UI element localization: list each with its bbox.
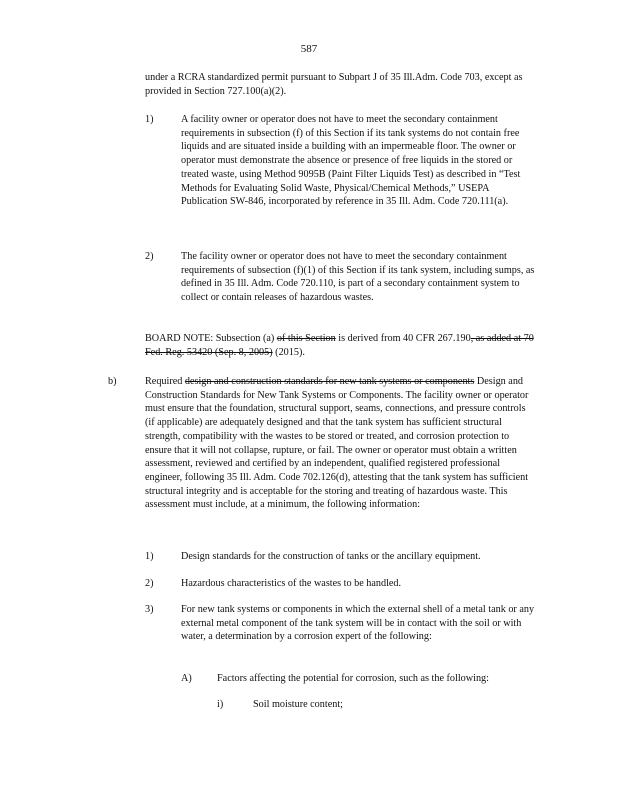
board-note (145, 332, 535, 359)
board-note-middle: is derived from 40 CFR 267.190 (338, 333, 471, 344)
section-b-text: Design and Construction Standards for New Tank Systems or Components. The facility owner or operator must ensure that the foundation, structural support, seams, connections, and pressure controls (if applicable) are adequately designed and that the tank system has sufficient structural strength, compatibility with the wastes to be stored or treated, and corrosion protection to ensure that it will not collapse, rupture, or fail. The owner or operator must obtain a written assessment, reviewed and certified by an independent, qualified registered professional engineer, following 35 Ill. Adm. Code 702.126(d), attesting that the tank system has sufficient structural integrity and is acceptable for the storing and treating of hazardous waste. This assessment must include, at a minimum, the following information: (145, 376, 529, 511)
section-b-lead: Required (145, 376, 183, 387)
sub-a-label: A) (181, 673, 192, 684)
board-note-suffix: (2015). (275, 346, 305, 358)
b-item-3-label: 3) (145, 604, 154, 615)
page-number: 587 (300, 43, 318, 55)
section-b-paragraph (145, 375, 535, 512)
item-2-text: The facility owner or operator does not have to meet the secondary containment requirements of subsection (f)(1) of this Section if its tank system, including sumps, as defined in 35 Ill. Adm. Code 720.110, is part of a secondary containment system to collect or contain releases of hazardous wastes. (181, 251, 535, 304)
b-item-1-text: Design standards for the construction of tanks or the ancillary equipment. (181, 551, 481, 562)
sub-i-text: Soil moisture content; (253, 699, 343, 710)
board-note-struck-1: of this Section (276, 333, 336, 344)
item-1-label: 1) (145, 114, 154, 125)
b-item-2-text: Hazardous characteristics of the wastes to be handled. (181, 578, 402, 589)
sub-i-label: i) (217, 699, 224, 710)
item-1-text: A facility owner or operator does not have to meet the secondary containment requirements in subsection (f) of this Section if its tank systems do not contain free liquids and are situated inside a building with an impermeable floor. The owner or operator must demonstrate the absence or presence of free liquids in the stored or treated waste, using Method 9095B (Paint Filter Liquids Test) as described in “Test Methods for Evaluating Solid Waste, Physical/Chemical Methods,” USEPA Publication SW-846, incorporated by reference in 35 Ill. Adm. Code 720.111(a). (181, 114, 521, 208)
section-b-struck: design and construction standards for new tank systems or components (184, 376, 475, 387)
b-item-3-text: For new tank systems or components in which the external shell of a metal tank or any external metal component of the tank system will be in contact with the soil or with water, a determination by a corrosion expert of the following: (181, 604, 535, 643)
b-item-2-label: 2) (145, 578, 154, 589)
board-note-prefix: BOARD NOTE: Subsection (a) (145, 333, 275, 344)
section-b-label: b) (108, 376, 117, 387)
intro-paragraph: under a RCRA standardized permit pursuant to Subpart J of 35 Ill.Adm. Code 703, except as provided in Section 727.100(a)(2). (145, 72, 523, 97)
b-item-1-label: 1) (145, 551, 154, 562)
sub-a-text: Factors affecting the potential for corrosion, such as the following: (217, 673, 489, 684)
item-2-label: 2) (145, 251, 154, 262)
board-note-struck-2: , as added at 70 Fed. Reg. 53420 (Sep. 8, 2005) (145, 333, 534, 358)
